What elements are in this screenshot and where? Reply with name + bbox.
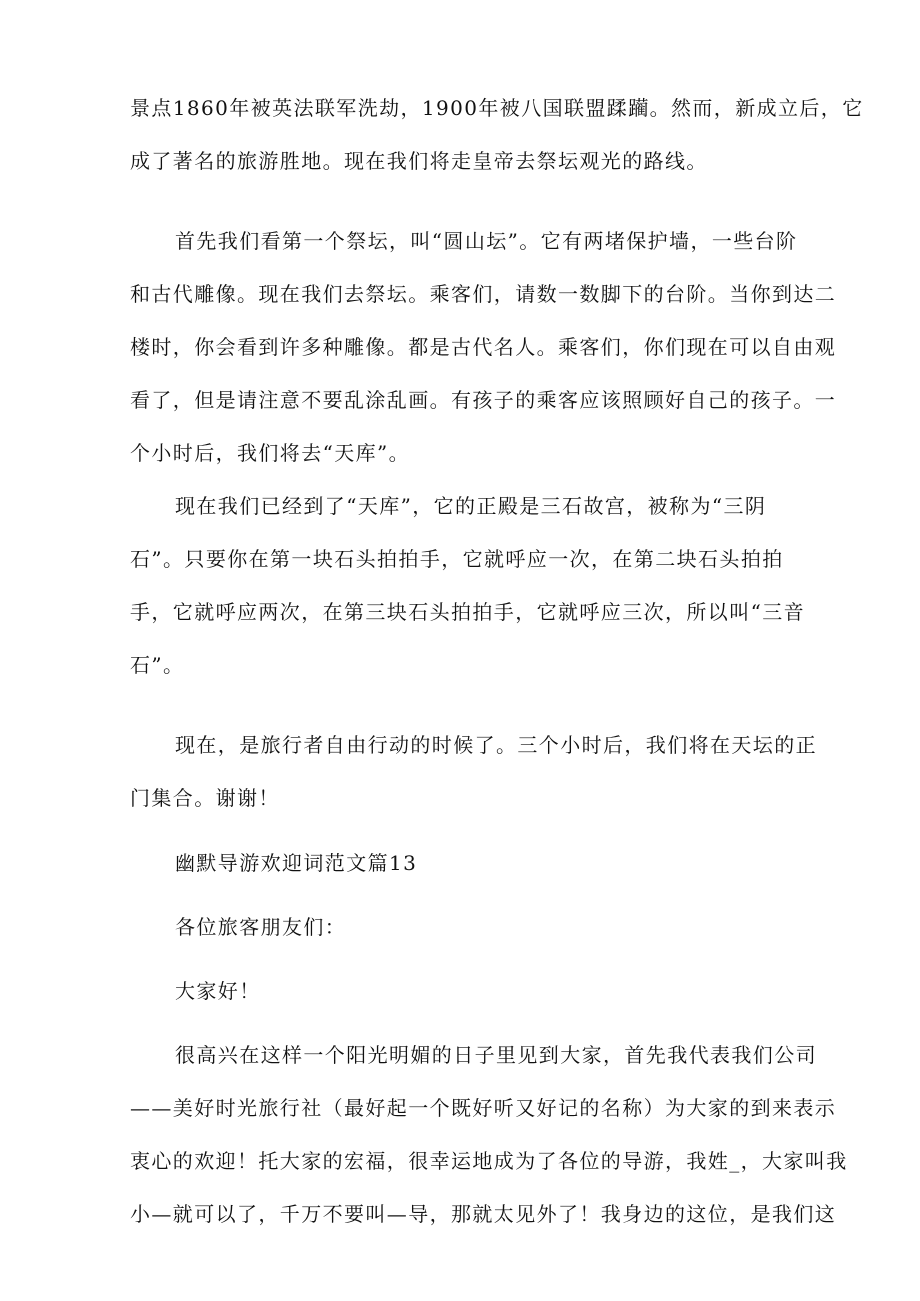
paragraph-3-line-1: 现在我们已经到了“天库”，它的正殿是三石故宫，被称为“三阴 [175,494,767,518]
paragraph-2-line-1: 首先我们看第一个祭坛，叫“圆山坛”。它有两堵保护墙，一些台阶 [175,229,798,253]
paragraph-3-line-4: 石”。 [130,653,185,677]
paragraph-8-line-4: 小—就可以了，千万不要叫—导，那就太见外了！我身边的这位，是我们这 [130,1202,837,1226]
paragraph-2-line-2: 和古代雕像。现在我们去祭坛。乘客们，请数一数脚下的台阶。当你到达二 [130,282,837,306]
paragraph-1-line-1: 景点1860年被英法联军洗劫，1900年被八国联盟蹂躏。然而，新成立后，它 [130,96,864,120]
paragraph-8-line-1: 很高兴在这样一个阳光明媚的日子里见到大家，首先我代表我们公司 [175,1043,817,1067]
greeting-line-2: 大家好！ [175,979,261,1003]
paragraph-8-line-3: 衷心的欢迎！托大家的宏福，很幸运地成为了各位的导游，我姓_，大家叫我 [130,1149,848,1173]
greeting-line-1: 各位旅客朋友们： [175,915,347,939]
paragraph-4-line-2: 门集合。谢谢！ [130,786,280,810]
paragraph-2-line-4: 看了，但是请注意不要乱涂乱画。有孩子的乘客应该照顾好自己的孩子。一 [130,388,837,412]
paragraph-1-line-2: 成了著名的旅游胜地。现在我们将走皇帝去祭坛观光的路线。 [130,149,708,173]
paragraph-2-line-3: 楼时，你会看到许多种雕像。都是古代名人。乘客们，你们现在可以自由观 [130,335,837,359]
paragraph-8-line-2: ——美好时光旅行社（最好起一个既好听又好记的名称）为大家的到来表示 [130,1096,837,1120]
paragraph-2-line-5: 个小时后，我们将去“天库”。 [130,441,411,465]
paragraph-3-line-2: 石”。只要你在第一块石头拍拍手，它就呼应一次，在第二块石头拍拍 [130,547,784,571]
section-heading: 幽默导游欢迎词范文篇13 [175,851,418,875]
paragraph-3-line-3: 手，它就呼应两次，在第三块石头拍拍手，它就呼应三次，所以叫“三音 [130,600,806,624]
paragraph-4-line-1: 现在，是旅行者自由行动的时候了。三个小时后，我们将在天坛的正 [175,733,817,757]
